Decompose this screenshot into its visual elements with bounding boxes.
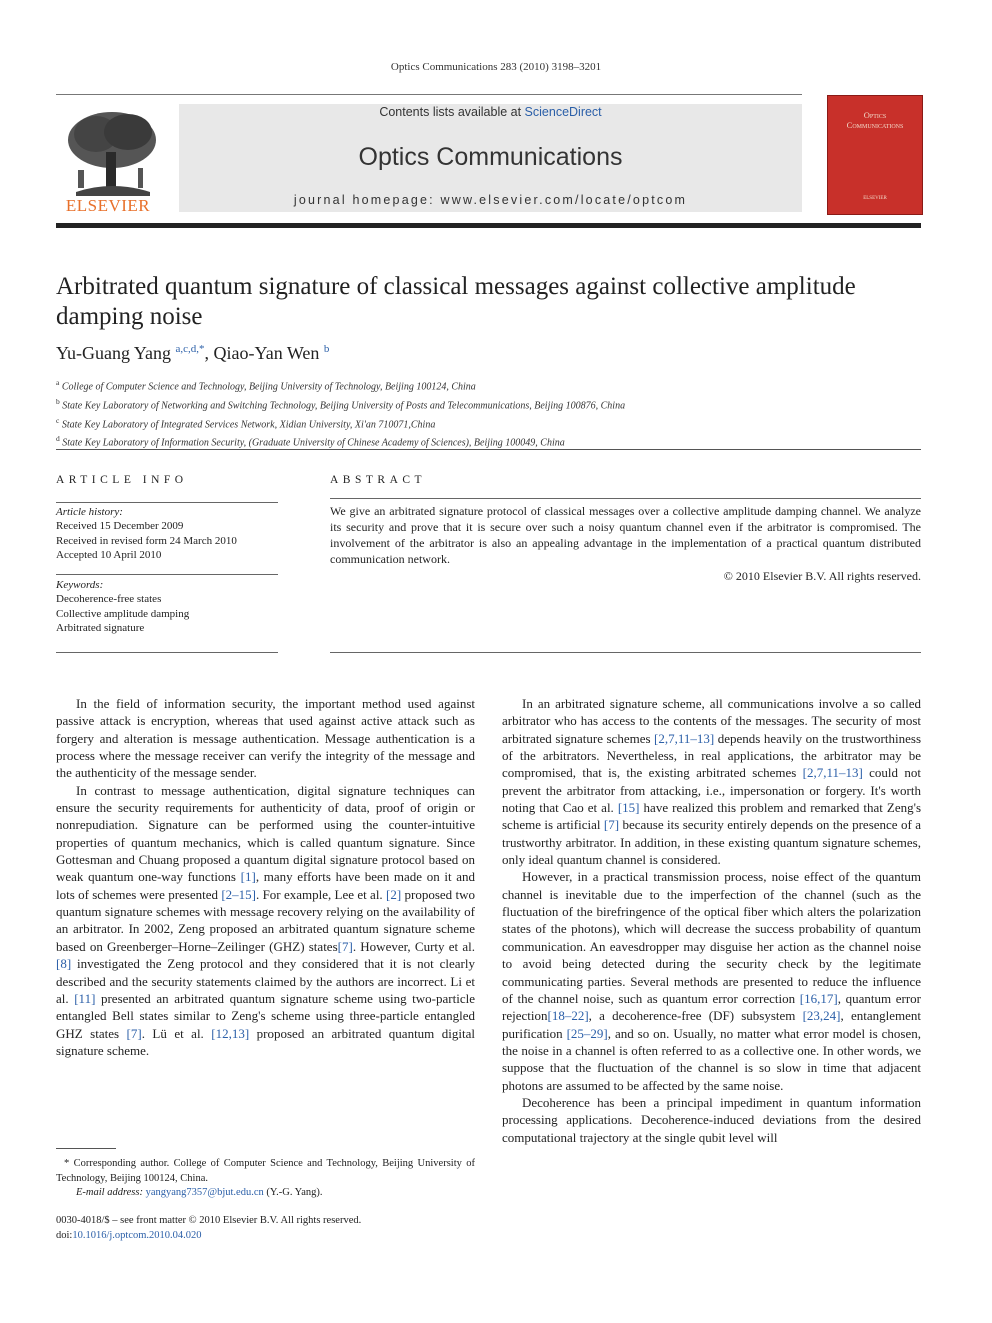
text-run: . However, Curty et al. xyxy=(352,938,475,954)
paragraph xyxy=(502,868,921,1093)
email-label: E-mail address: xyxy=(76,1187,146,1198)
doi-line xyxy=(56,1229,361,1244)
text-run: depends heavily on the trustworthiness of the arbitrators. Nevertheless, in real applications, the arbitrator may be compromised, that is, the existing arbitrated schemes xyxy=(502,730,921,781)
text-run: , a decoherence-free (DF) subsystem xyxy=(588,1008,803,1024)
text-run: investigated the Zeng protocol and they considered that it is not clearly described and the security statements claimed by the authors are incorrect. Li et al. xyxy=(56,956,475,1006)
journal-reference: Optics Communications 283 (2010) 3198–3201 xyxy=(390,61,602,73)
affiliations xyxy=(56,376,936,451)
citation-link[interactable]: [8] xyxy=(56,956,72,972)
abstract-rule xyxy=(330,652,921,653)
affiliation xyxy=(56,376,936,395)
text-run: , entanglement purification xyxy=(502,1008,921,1041)
text-run: have realized this problem and remarked that Zeng's scheme is artificial xyxy=(502,800,922,833)
issn-line: 0030-4018/$ – see front matter © 2010 Elsevier B.V. All rights reserved. xyxy=(56,1215,362,1226)
email-link[interactable]: yangyang7357@bjut.edu.cn xyxy=(145,1187,264,1198)
abstract-text: We give an arbitrated signature protocol of classical messages over a collective amplitude damping channel. We analyze its security and prove that it is secure over such a noisy quantum channel even if the arbitrator is compromised. The involvement of the arbitrator is also an appealing advantage in the implementation of a practical quantum distributed communication network. xyxy=(330,504,921,566)
paragraph: In the field of information security, the important method used against passive attack is encryption, whereas that used against active attack such as forgery and alteration is message authentication. Message authentication is a process where the message receiver can verify the integrity of the message and the authenticity of the message sender. xyxy=(56,696,475,781)
text-run: proposed an arbitrated quantum digital signature scheme. xyxy=(56,1025,475,1058)
contents-line xyxy=(179,105,802,119)
affiliation-text: State Key Laboratory of Information Security, (Graduate University of Chinese Academy of Sciences), Beijing 100049, China xyxy=(62,437,565,449)
elsevier-wordmark: ELSEVIER xyxy=(65,196,151,215)
citation-link[interactable]: [15] xyxy=(617,800,640,816)
footnote-rule xyxy=(56,1148,116,1149)
article-title: Arbitrated quantum signature of classical messages against collective amplitude damping noise xyxy=(56,273,856,330)
text-run: In an arbitrated signature scheme, all communications involve a so called arbitrator who has access to the contents of the messages. The security of most arbitrated signature schemes xyxy=(502,696,921,746)
text-run: , and so on. Usually, no matter what error model is chosen, the noise in a channel is often referred to as a collective one. In other words, we suppose that the fluctuation of the channel is so slow in time that adjacent photons are assumed to be affected by the same noise. xyxy=(502,1025,921,1093)
citation-link[interactable]: [18–22] xyxy=(547,1008,589,1024)
citation-link[interactable]: [7] xyxy=(126,1025,142,1041)
text-run: could not prevent the arbitrator from attacking, i.e., impersonation or forgery. It's worth noting that Cao et al. xyxy=(502,765,921,816)
citation-link[interactable]: [1] xyxy=(240,869,256,885)
affiliation-label: b xyxy=(56,396,60,406)
cover-title-line1: Optics xyxy=(863,110,887,120)
text-run: , many efforts have been made on it and lots of schemes were presented xyxy=(56,869,475,902)
section-divider xyxy=(56,449,921,450)
history-label: Article history: xyxy=(56,506,123,518)
footnote-text: * Corresponding author. College of Computer Science and Technology, Beijing University of Technology, Beijing 100124, China. xyxy=(56,1158,475,1184)
text-run: . For example, Lee et al. xyxy=(256,886,387,902)
affiliation-label: d xyxy=(56,434,60,444)
body-column-left xyxy=(56,695,475,1059)
front-matter xyxy=(56,1214,361,1243)
email-suffix: (Y.-G. Yang). xyxy=(263,1187,323,1198)
header-divider xyxy=(56,94,802,95)
article-info-heading: ARTICLE INFO xyxy=(56,474,188,486)
text-run: because its security entirely depends on the presence of a trustworthy arbitrator. In addition, in these existing quantum signature schemes, only ideal quantum channel is considered. xyxy=(502,817,921,868)
citation-link[interactable]: [7] xyxy=(603,817,620,833)
author-affiliation-marks[interactable]: b xyxy=(323,343,330,355)
journal-homepage[interactable]: journal homepage: www.elsevier.com/locate/optcom xyxy=(293,193,688,207)
text-run: proposed two quantum signature schemes with message recovery relying on the availability of an arbitrator. In 2002, Zeng proposed an arbitrated quantum signature scheme based on Greenberger–Horne–Zeilinger (GHZ) states xyxy=(56,886,475,954)
corresponding-author-footnote xyxy=(56,1157,475,1201)
citation-link[interactable]: [11] xyxy=(74,990,96,1006)
body-column-right xyxy=(502,695,921,1146)
citation-link[interactable]: [2,7,11–13] xyxy=(802,765,863,781)
citation-link[interactable]: [2,7,11–13] xyxy=(654,730,715,746)
abstract-rule xyxy=(330,498,921,499)
affiliation xyxy=(56,414,936,433)
text-run: presented an arbitrated quantum signature scheme using two-particle entangled Bell states similar to Zeng's scheme using three-particle entangled GHZ states xyxy=(56,990,475,1041)
citation-link[interactable]: [16,17] xyxy=(799,990,838,1006)
keywords-label: Keywords: xyxy=(56,579,104,591)
citation-link[interactable]: [25–29] xyxy=(566,1025,608,1041)
text-run: In contrast to message authentication, digital signature techniques can ensure the security requirements for authenticity of data, proof of origin or nonrepudiation. Signature can be performed using the counter-intuitive properties of quantum mechanics, which is called quantum signature. Since Gottesman and Chuang proposed a quantum digital signature protocol based on weak quantum one-way functions xyxy=(56,782,475,885)
paragraph: Decoherence has been a principal impediment in quantum information processing applications. Decoherence-induced deviations from the desired computational trajectory at the single qubit level will xyxy=(502,1094,921,1145)
citation-link[interactable]: [2–15] xyxy=(221,886,256,902)
author-affiliation-marks[interactable]: a,c,d,* xyxy=(175,343,205,355)
affiliation-text: State Key Laboratory of Integrated Services Network, Xidian University, Xi'an 710071,China xyxy=(61,418,436,430)
doi-link[interactable]: 10.1016/j.optcom.2010.04.020 xyxy=(72,1229,202,1241)
paragraph xyxy=(56,782,475,1060)
affiliation xyxy=(56,395,936,414)
text-run: , quantum error rejection xyxy=(502,990,921,1024)
article-info-rule xyxy=(56,502,278,503)
citation-link[interactable]: [7] xyxy=(337,938,353,954)
sciencedirect-link[interactable]: ScienceDirect xyxy=(524,105,602,119)
keywords xyxy=(56,578,278,635)
accepted-date: Accepted 10 April 2010 xyxy=(56,548,162,561)
cover-publisher: ELSEVIER xyxy=(863,196,887,201)
header-thick-rule xyxy=(56,223,921,228)
affiliation-label: c xyxy=(56,415,60,425)
affiliation-label: a xyxy=(56,378,60,387)
keyword: Decoherence-free states xyxy=(56,593,162,606)
keyword: Collective amplitude damping xyxy=(56,607,190,620)
doi-prefix: doi: xyxy=(56,1229,73,1241)
article-history xyxy=(56,505,278,562)
cover-title-line2: Communications xyxy=(846,120,904,130)
abstract-copyright: © 2010 Elsevier B.V. All rights reserved. xyxy=(723,569,921,583)
contents-prefix: Contents lists available at xyxy=(379,105,525,119)
citation-link[interactable]: [12,13] xyxy=(211,1025,250,1041)
journal-cover-thumbnail[interactable] xyxy=(827,95,923,215)
abstract-heading: ABSTRACT xyxy=(330,474,427,486)
received-date: Received 15 December 2009 xyxy=(56,520,184,533)
article-info-rule xyxy=(56,574,278,575)
author-list xyxy=(56,343,329,364)
cover-title xyxy=(828,110,922,130)
footnote-email-line xyxy=(56,1186,475,1201)
article-info-rule xyxy=(56,652,278,653)
author-name[interactable]: Qiao-Yan Wen xyxy=(213,343,320,363)
author-name[interactable]: Yu-Guang Yang xyxy=(56,343,172,363)
affiliation-text: College of Computer Science and Technology, Beijing University of Technology, Beijing 100124, China xyxy=(61,381,476,393)
citation-link[interactable]: [23,24] xyxy=(802,1008,841,1024)
keyword: Arbitrated signature xyxy=(56,621,145,634)
revised-date: Received in revised form 24 March 2010 xyxy=(56,534,237,547)
paragraph xyxy=(502,695,921,868)
citation-link[interactable]: [2] xyxy=(386,886,402,902)
text-run: . Lü et al. xyxy=(141,1025,212,1041)
journal-title: Optics Communications xyxy=(358,143,623,171)
author-separator: , xyxy=(204,343,214,363)
text-run: However, in a practical transmission process, noise effect of the quantum channel is inevitable due to the imperfection of the channel (such as the fluctuation of the birefringence of the optical fiber which alters the polarization states of the photons), which will decrease the success probability of quantum communication. An eavesdropper may disguise her action as the channel noise to avoid being detected during the security check by the legitimate communicating parties. Several methods are presented to reduce the influence of the channel noise, such as quantum error correction xyxy=(502,869,921,1006)
affiliation-text: State Key Laboratory of Networking and Switching Technology, Beijing University of Posts and Telecommunications, Beijing 100876, China xyxy=(62,400,626,412)
